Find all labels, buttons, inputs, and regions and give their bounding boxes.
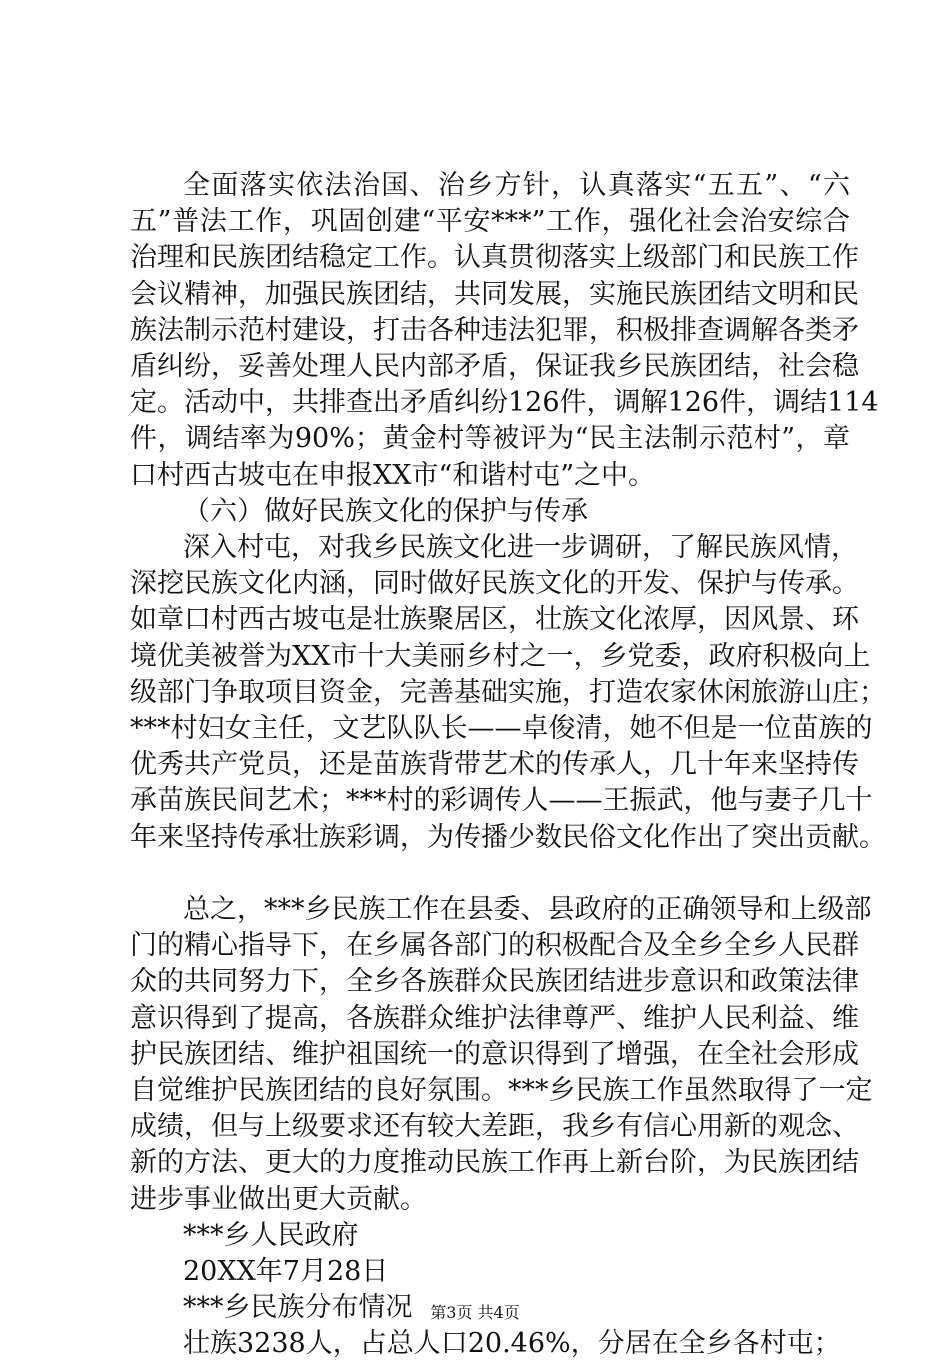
paragraph-3-line: 意识得到了提高，各族群众维护法律尊严、维护人民利益、维 xyxy=(130,1003,859,1034)
paragraph-1-line: 治理和民族团结稳定工作。认真贯彻落实上级部门和民族工作 xyxy=(130,242,859,273)
paragraph-2-line: 深挖民族文化内涵，同时做好民族文化的开发、保护与传承。 xyxy=(130,568,859,599)
paragraph-2-line: 级部门争取项目资金，完善基础实施，打造农家休闲旅游山庄； xyxy=(130,677,886,708)
page-footer: 第3页 共4页 xyxy=(430,1303,520,1322)
paragraph-1-line: 会议精神，加强民族团结，共同发展，实施民族团结文明和民 xyxy=(130,279,859,310)
paragraph-1-line: 五”普法工作，巩固创建“平安***”工作，强化社会治安综合 xyxy=(130,206,850,237)
paragraph-2-line: 如章口村西古坡屯是壮族聚居区，壮族文化浓厚，因风景、环 xyxy=(130,604,859,635)
distribution-line: 壮族3238人，占总人口20.46%，分居在全乡各村屯； xyxy=(183,1328,841,1359)
paragraph-2-line: 深入村屯，对我乡民族文化进一步调研，了解民族风情， xyxy=(183,532,858,563)
paragraph-3-line: 护民族团结、维护祖国统一的意识得到了增强，在全社会形成 xyxy=(130,1039,859,1070)
paragraph-2-line: 承苗族民间艺术；***村的彩调传人——王振武，他与妻子几十 xyxy=(130,785,873,816)
paragraph-3-line: 总之，***乡民族工作在县委、县政府的正确领导和上级部 xyxy=(183,894,872,925)
paragraph-2-line: 境优美被誉为XX市十大美丽乡村之一，乡党委，政府积极向上 xyxy=(130,641,871,672)
paragraph-2-line: 优秀共产党员，还是苗族背带艺术的传承人，几十年来坚持传 xyxy=(130,749,859,780)
signature: ***乡人民政府 xyxy=(183,1220,359,1251)
paragraph-3-line: 门的精心指导下，在乡属各部门的积极配合及全乡全乡人民群 xyxy=(130,930,859,961)
paragraph-1-line: 件，调结率为90%；黄金村等被评为“民主法制示范村”，章 xyxy=(130,423,850,454)
paragraph-3-line: 新的方法、更大的力度推动民族工作再上新台阶，为民族团结 xyxy=(130,1147,859,1178)
date-line: 20XX年7月28日 xyxy=(183,1256,389,1287)
paragraph-3-line: 成绩，但与上级要求还有较大差距，我乡有信心用新的观念、 xyxy=(130,1111,859,1142)
section-heading: （六）做好民族文化的保护与传承 xyxy=(183,496,588,527)
paragraph-1-line: 全面落实依法治国、治乡方针，认真落实“五五”、“六 xyxy=(183,170,850,201)
distribution-heading: ***乡民族分布情况 xyxy=(183,1292,413,1323)
paragraph-3-line: 进步事业做出更大贡献。 xyxy=(130,1184,427,1215)
paragraph-3-line: 自觉维护民族团结的良好氛围。***乡民族工作虽然取得了一定 xyxy=(130,1075,873,1106)
paragraph-1-line: 族法制示范村建设，打击各种违法犯罪，积极排查调解各类矛 xyxy=(130,315,859,346)
paragraph-3-line: 众的共同努力下，全乡各族群众民族团结进步意识和政策法律 xyxy=(130,966,859,997)
paragraph-1-line: 盾纠纷，妥善处理人民内部矛盾，保证我乡民族团结，社会稳 xyxy=(130,351,859,382)
paragraph-1-line: 口村西古坡屯在申报XX市“和谐村屯”之中。 xyxy=(130,460,656,491)
paragraph-2-line: 年来坚持传承壮族彩调，为传播少数民俗文化作出了突出贡献。 xyxy=(130,822,886,853)
paragraph-2-line: ***村妇女主任，文艺队队长——卓俊清，她不但是一位苗族的 xyxy=(130,713,873,744)
paragraph-1-line: 定。活动中，共排查出矛盾纠纷126件，调解126件，调结114 xyxy=(130,387,879,418)
